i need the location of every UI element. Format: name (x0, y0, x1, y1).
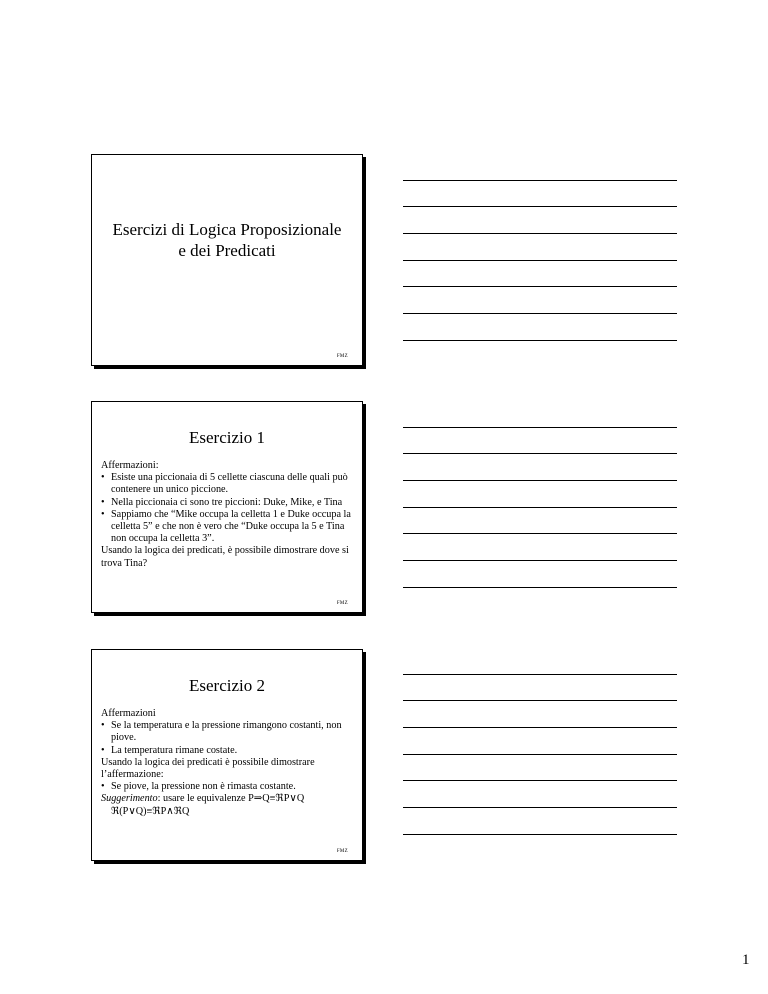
bullet-item (101, 509, 352, 546)
note-line (403, 260, 677, 261)
bullet-text: Esiste una piccionaia di 5 cellette ciascuna delle quali può contenere un unico piccione. (111, 472, 348, 496)
slide-footer: FMZ (336, 601, 348, 606)
note-line (403, 340, 677, 341)
bullet-text: Se piove, la pressione non è rimasta costante. (111, 781, 296, 793)
intro-text: Affermazioni (101, 708, 156, 719)
hint-text (101, 793, 352, 805)
bullet-text: Se la temperatura e la pressione rimangono costanti, non piove. (111, 720, 342, 744)
note-line (403, 700, 677, 701)
bullet-glyph: • (101, 744, 105, 756)
question-text: Usando la logica dei predicati è possibile dimostrare l’affermazione: (101, 756, 315, 781)
title-line-2: e dei Predicati (178, 241, 276, 260)
note-line (403, 533, 677, 534)
note-line (403, 313, 677, 314)
note-line (403, 754, 677, 755)
note-line (403, 206, 677, 207)
question-span: Usando la logica dei predicati, è possibile dimostrare dove si trova Tina? (101, 545, 349, 569)
bullet-glyph: • (101, 508, 105, 520)
bullet-glyph: • (101, 472, 105, 484)
slide-title: Esercizio 2 (189, 676, 265, 695)
note-line (403, 727, 677, 728)
title-line-1: Esercizi di Logica Proposizionale (112, 220, 342, 239)
bullet-item (101, 497, 352, 509)
slide-footer: FMZ (336, 354, 348, 359)
hint-text-2: ℜ(P∨Q)≡ℜP∧ℜQ (111, 805, 190, 817)
slide-1 (91, 154, 363, 366)
hint-label: Suggerimento (101, 793, 158, 805)
slide-title: Esercizio 1 (189, 428, 265, 447)
bullet-glyph: • (101, 720, 105, 732)
page-number: 1 (742, 952, 750, 968)
intro-text: Affermazioni: (101, 460, 159, 471)
note-line (403, 233, 677, 234)
note-line (403, 560, 677, 561)
note-line (403, 180, 677, 181)
bullet-item (101, 781, 352, 793)
slide-body (101, 708, 352, 818)
bullet-text: La temperatura rimane costate. (111, 744, 238, 756)
note-line (403, 427, 677, 428)
note-line (403, 780, 677, 781)
note-line (403, 453, 677, 454)
bullet-item (101, 745, 352, 757)
slide-3 (91, 649, 363, 861)
note-line (403, 834, 677, 835)
note-line (403, 587, 677, 588)
bullet-item (101, 720, 352, 744)
slide-2 (91, 401, 363, 613)
bullet-text: Nella piccionaia ci sono tre piccioni: Duke, Mike, e Tina (111, 496, 343, 508)
note-line (403, 507, 677, 508)
slide-body (101, 460, 352, 570)
note-line (403, 286, 677, 287)
hint-body: : usare le equivalenze P⇒Q≡ℜP∨Q (157, 793, 305, 805)
note-line (403, 480, 677, 481)
slide-footer: FMZ (336, 849, 348, 854)
question-text (101, 545, 352, 569)
bullet-text: Sappiamo che “Mike occupa la celletta 1 e Duke occupa la celletta 5” e che non è vero che “Duke occupa la 5 e Tina non occupa la celletta 3”. (111, 508, 351, 545)
bullet-glyph: • (101, 496, 105, 508)
bullet-glyph: • (101, 781, 105, 793)
note-line (403, 674, 677, 675)
slide-title (92, 219, 362, 261)
bullet-item (101, 472, 352, 496)
note-line (403, 807, 677, 808)
